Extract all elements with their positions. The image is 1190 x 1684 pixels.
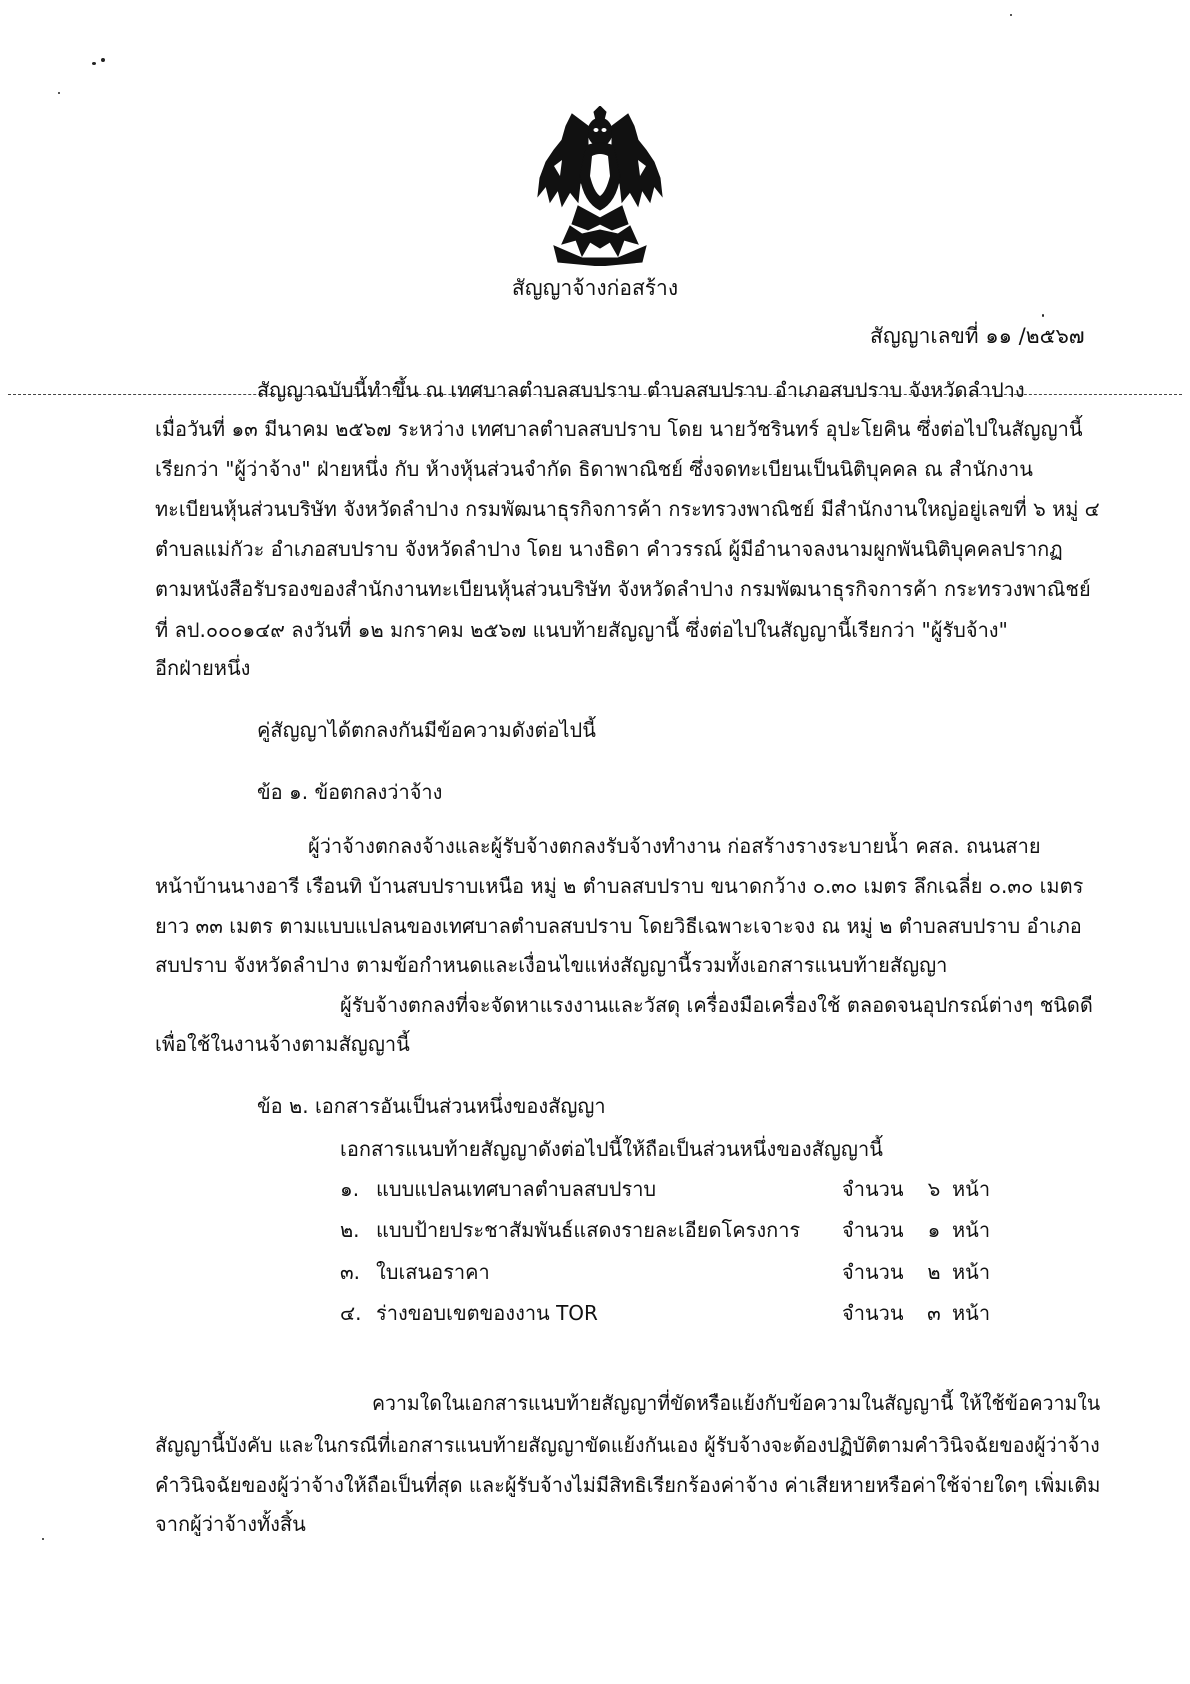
garuda-emblem-icon [532, 106, 668, 266]
attachment-index: ๔. [340, 1301, 362, 1325]
attachment-count-label: จำนวน [842, 1301, 904, 1325]
attachment-name: ใบเสนอราคา [376, 1260, 490, 1284]
closing-text: สัญญานี้บังคับ และในกรณีที่เอกสารแนบท้ายสัญญาขัดแย้งกันเอง ผู้รับจ้างจะต้องปฏิบัติตามคำวินิจฉัยของผู้ว่าจ้าง [155, 1433, 1100, 1457]
attachment-pages: ๑ [927, 1218, 941, 1242]
attachment-pages: ๒ [927, 1260, 941, 1284]
clause1-text: เพื่อใช้ในงานจ้างตามสัญญานี้ [155, 1032, 410, 1056]
contract-number: สัญญาเลขที่ ๑๑ /๒๕๖๗ [870, 324, 1085, 348]
attachment-pages: ๓ [927, 1301, 941, 1325]
attachment-pages: ๖ [927, 1177, 941, 1201]
attachment-count-label: จำนวน [842, 1260, 904, 1284]
closing-text: จากผู้ว่าจ้างทั้งสิ้น [155, 1512, 306, 1536]
clause1-text: ยาว ๓๓ เมตร ตามแบบแปลนของเทศบาลตำบลสบปราบ โดยวิธีเฉพาะเจาะจง ณ หมู่ ๒ ตำบลสบปราบ อำเภอ [155, 914, 1082, 938]
preamble-line: เมื่อวันที่ ๑๓ มีนาคม ๒๕๖๗ ระหว่าง เทศบาลตำบลสบปราบ โดย นายวัชรินทร์ อุปะโยคิน ซึ่งต่อไปในสัญญานี้ [155, 417, 1083, 441]
clause1-text: สบปราบ จังหวัดลำปาง ตามข้อกำหนดและเงื่อนไขแห่งสัญญานี้รวมทั้งเอกสารแนบท้ายสัญญา [155, 953, 948, 977]
preamble-line: เรียกว่า "ผู้ว่าจ้าง" ฝ่ายหนึ่ง กับ ห้างหุ้นส่วนจำกัด ธิดาพาณิชย์ ซึ่งจดทะเบียนเป็นนิติบุคคล ณ สำนักงาน [155, 457, 1033, 481]
scan-speck [58, 92, 60, 94]
attachment-count-label: จำนวน [842, 1177, 904, 1201]
attachment-row [340, 1177, 991, 1201]
preamble-line: ตำบลแม่กัวะ อำเภอสบปราบ จังหวัดลำปาง โดย นางธิดา คำวรรณ์ ผู้มีอำนาจลงนามผูกพันนิติบุคคลปรากฏ [155, 537, 1063, 561]
attachment-index: ๓. [340, 1260, 361, 1284]
preamble-line: ตามหนังสือรับรองของสำนักงานทะเบียนหุ้นส่วนบริษัท จังหวัดลำปาง กรมพัฒนาธุรกิจการค้า กระทรวงพาณิชย์ [155, 577, 1091, 601]
clause2-intro: เอกสารแนบท้ายสัญญาดังต่อไปนี้ให้ถือเป็นส่วนหนึ่งของสัญญานี้ [340, 1137, 883, 1161]
attachment-row [340, 1301, 991, 1325]
clause1-text: ผู้รับจ้างตกลงที่จะจัดหาแรงงานและวัสดุ เครื่องมือเครื่องใช้ ตลอดจนอุปกรณ์ต่างๆ ชนิดดี [340, 993, 1093, 1017]
closing-text: ความใดในเอกสารแนบท้ายสัญญาที่ขัดหรือแย้งกับข้อความในสัญญานี้ ให้ใช้ข้อความใน [372, 1391, 1101, 1415]
attachment-unit: หน้า [952, 1260, 991, 1284]
attachment-name: ร่างขอบเขตของงาน TOR [376, 1301, 598, 1325]
clause2-heading: ข้อ ๒. เอกสารอันเป็นส่วนหนึ่งของสัญญา [257, 1094, 606, 1118]
attachment-index: ๒. [340, 1218, 360, 1242]
preamble-line: ทะเบียนหุ้นส่วนบริษัท จังหวัดลำปาง กรมพัฒนาธุรกิจการค้า กระทรวงพาณิชย์ มีสำนักงานใหญ่อยู่เลขที่ ๖ หมู่ ๔ [155, 497, 1100, 521]
attachment-unit: หน้า [952, 1301, 991, 1325]
scan-speck [101, 58, 105, 62]
scan-speck [1010, 14, 1012, 16]
attachment-unit: หน้า [952, 1218, 991, 1242]
document-title: สัญญาจ้างก่อสร้าง [511, 276, 679, 300]
closing-text: คำวินิจฉัยของผู้ว่าจ้างให้ถือเป็นที่สุด และผู้รับจ้างไม่มีสิทธิเรียกร้องค่าจ้าง ค่าเสียหายหรือค่าใช้จ่ายใดๆ เพิ่มเติม [155, 1473, 1101, 1497]
attachment-unit: หน้า [952, 1177, 991, 1201]
attachment-name: แบบป้ายประชาสัมพันธ์แสดงรายละเอียดโครงการ [376, 1218, 801, 1242]
attachment-row [340, 1218, 991, 1242]
preamble-line: สัญญาฉบับนี้ทำขึ้น ณ เทศบาลตำบลสบปราบ ตำบลสบปราบ อำเภอสบปราบ จังหวัดลำปาง [257, 378, 1025, 402]
attachment-name: แบบแปลนเทศบาลตำบลสบปราบ [376, 1177, 657, 1201]
preamble-line: อีกฝ่ายหนึ่ง [155, 656, 251, 680]
scan-speck [42, 1538, 44, 1540]
attachment-index: ๑. [340, 1177, 360, 1201]
agreement-intro: คู่สัญญาได้ตกลงกันมีข้อความดังต่อไปนี้ [257, 718, 596, 742]
preamble-line: ที่ ลป.๐๐๐๑๔๙ ลงวันที่ ๑๒ มกราคม ๒๕๖๗ แนบท้ายสัญญานี้ ซึ่งต่อไปในสัญญานี้เรียกว่า "ผู้รับจ้าง" [155, 618, 1008, 642]
scan-speck [1042, 314, 1044, 317]
scan-speck [92, 62, 96, 65]
clause1-text: ผู้ว่าจ้างตกลงจ้างและผู้รับจ้างตกลงรับจ้างทำงาน ก่อสร้างรางระบายน้ำ คสล. ถนนสาย [308, 834, 1041, 858]
clause1-text: หน้าบ้านนางอารี เรือนทิ บ้านสบปราบเหนือ หมู่ ๒ ตำบลสบปราบ ขนาดกว้าง ๐.๓๐ เมตร ลึกเฉลี่ย ๐.๓๐ เมตร [155, 874, 1084, 898]
attachment-count-label: จำนวน [842, 1218, 904, 1242]
clause1-heading: ข้อ ๑. ข้อตกลงว่าจ้าง [257, 780, 443, 804]
attachment-row [340, 1260, 991, 1284]
